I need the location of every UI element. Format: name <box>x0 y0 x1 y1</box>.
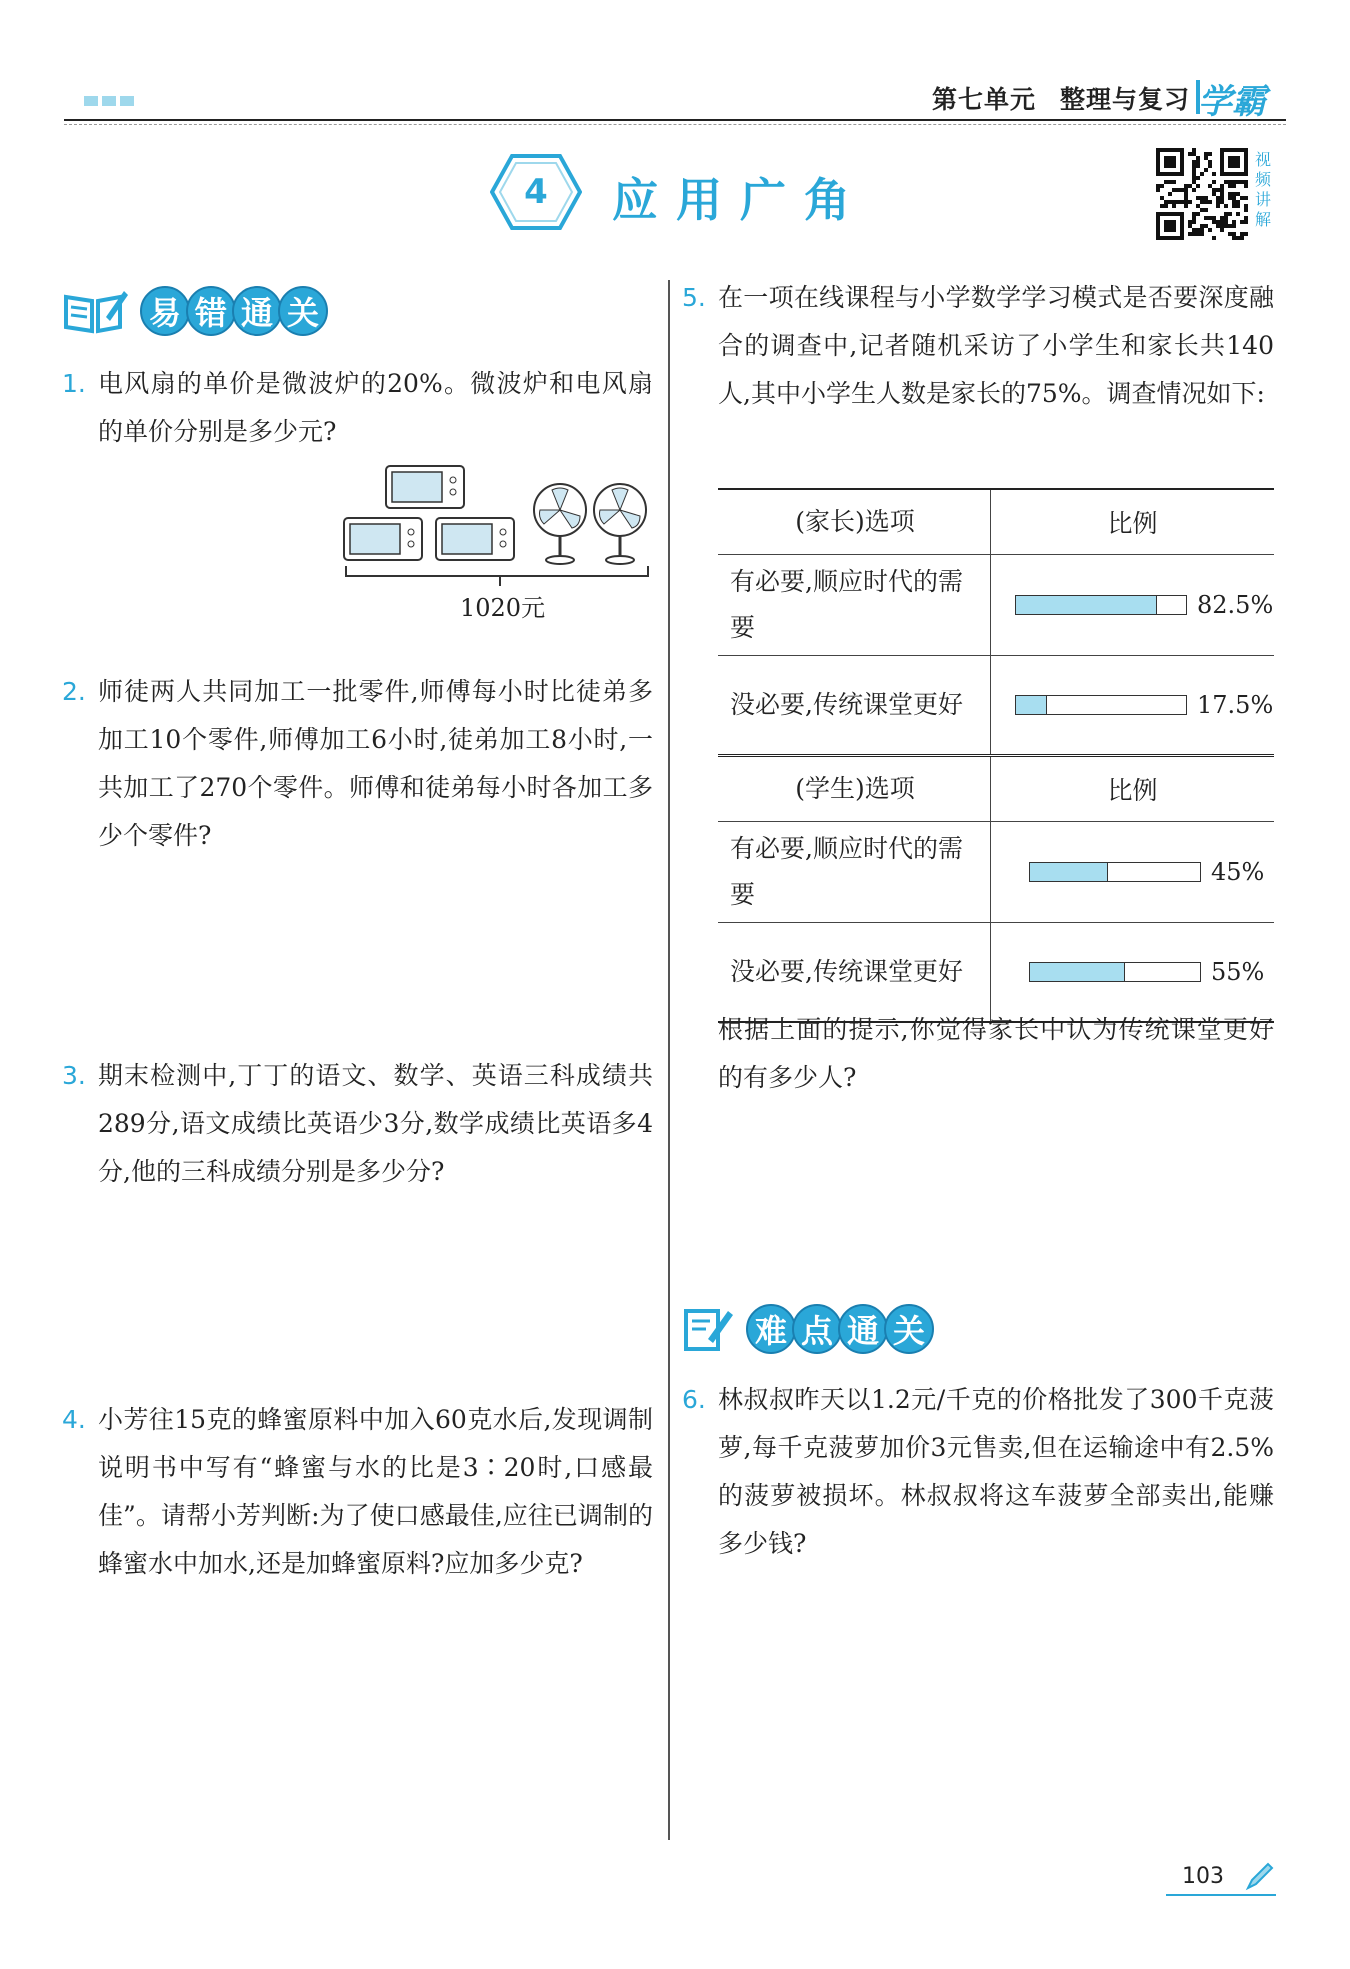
section-title-char: 点 <box>792 1304 842 1354</box>
ratio-bar-fill <box>1030 863 1108 881</box>
question-5 <box>682 274 1274 418</box>
page-title: 应用广角 <box>612 173 868 227</box>
table-header-row <box>718 756 1274 822</box>
table-row <box>718 822 1274 923</box>
section-title-hard <box>746 1304 930 1354</box>
question-6 <box>682 1376 1274 1568</box>
option-cell: 有必要,顺应时代的需要 <box>718 822 991 923</box>
table-row <box>718 656 1274 756</box>
ratio-label: 82.5% <box>1197 591 1274 619</box>
option-cell: 有必要,顺应时代的需要 <box>718 555 991 656</box>
ratio-bar <box>1015 695 1187 715</box>
pencil-icon <box>1244 1862 1274 1892</box>
column-divider <box>668 280 670 1840</box>
ratio-bar <box>1029 862 1201 882</box>
question-text: 林叔叔昨天以1.2元/千克的价格批发了300千克菠萝,每千克菠萝加价3元售卖,但在运输途中有2.5%的菠萝被损坏。林叔叔将这车菠萝全部卖出,能赚多少钱? <box>718 1385 1274 1558</box>
table-header-ratio: 比例 <box>991 756 1275 822</box>
question-5-followup <box>718 1006 1274 1102</box>
notepad-pencil-icon <box>682 1305 734 1353</box>
question-text: 师徒两人共同加工一批零件,师傅每小时比徒弟多加工10个零件,师傅加工6小时,徒弟加工8小时,一共加工了270个零件。师傅和徒弟每小时各加工多少个零件? <box>98 677 653 850</box>
question-number: 6. <box>682 1385 706 1414</box>
section-title-char: 错 <box>186 286 236 336</box>
question-text: 期末检测中,丁丁的语文、数学、英语三科成绩共289分,语文成绩比英语少3分,数学成绩比英语多4分,他的三科成绩分别是多少分? <box>98 1061 653 1186</box>
qr-code-icon[interactable] <box>1156 148 1248 240</box>
question-number: 2. <box>62 677 86 706</box>
question-number: 5. <box>682 283 706 312</box>
section-title-char: 通 <box>838 1304 888 1354</box>
ratio-label: 17.5% <box>1197 691 1274 719</box>
option-cell: 没必要,传统课堂更好 <box>718 656 991 756</box>
question-text: 电风扇的单价是微波炉的20%。微波炉和电风扇的单价分别是多少元? <box>98 369 653 446</box>
section-title-char: 关 <box>884 1304 934 1354</box>
illustration-caption: 1020元 <box>460 594 546 622</box>
section-easy-mistakes <box>62 286 324 336</box>
microwave-icon <box>386 466 464 508</box>
table-header-option: (学生)选项 <box>718 756 991 822</box>
ratio-label: 45% <box>1211 858 1265 886</box>
section-difficult-points <box>682 1304 930 1354</box>
ratio-cell <box>991 822 1275 923</box>
ratio-bar <box>1015 595 1187 615</box>
question-2 <box>62 668 653 860</box>
question-text: 在一项在线课程与小学数学学习模式是否要深度融合的调查中,记者随机采访了小学生和家长共140人,其中小学生人数是家长的75%。调查情况如下: <box>718 283 1274 408</box>
ratio-label: 55% <box>1211 958 1265 986</box>
footer-rule <box>1166 1894 1276 1896</box>
section-title-easy <box>140 286 324 336</box>
section-title-char: 关 <box>278 286 328 336</box>
header-rule-dashed <box>64 124 1286 125</box>
ratio-bar <box>1029 962 1201 982</box>
microwave-icon <box>344 518 422 560</box>
lesson-title <box>490 152 890 232</box>
ratio-bar-fill <box>1016 596 1157 614</box>
section-title-char: 易 <box>140 286 190 336</box>
table-header-ratio: 比例 <box>991 489 1275 555</box>
question-text: 小芳往15克的蜂蜜原料中加入60克水后,发现调制说明书中写有“蜂蜜与水的比是3∶20时,口感最佳”。请帮小芳判断:为了使口感最佳,应往已调制的蜂蜜水中加水,还是加蜂蜜原料?应加多少克? <box>98 1405 653 1578</box>
question-number: 3. <box>62 1061 86 1090</box>
qr-video-label: 视频讲解 <box>1254 150 1271 229</box>
brand-logo: 学霸 <box>1198 82 1266 122</box>
microwave-icon <box>436 518 514 560</box>
ratio-cell <box>991 555 1275 656</box>
table-header-option: (家长)选项 <box>718 489 991 555</box>
section-title-char: 难 <box>746 1304 796 1354</box>
table-header-row <box>718 489 1274 555</box>
survey-table <box>718 488 1274 1023</box>
ratio-bar-fill <box>1016 696 1047 714</box>
header-title <box>932 80 1190 116</box>
question-text: 根据上面的提示,你觉得家长中认为传统课堂更好的有多少人? <box>718 1015 1274 1092</box>
question-number: 1. <box>62 369 86 398</box>
question-number: 4. <box>62 1405 86 1434</box>
topic-label: 整理与复习 <box>1059 85 1190 114</box>
lesson-number: 4 <box>524 172 548 212</box>
ratio-bar-fill <box>1030 963 1125 981</box>
open-book-icon <box>62 287 128 335</box>
question-1 <box>62 360 653 456</box>
question-4 <box>62 1396 653 1588</box>
question-3 <box>62 1052 653 1196</box>
fan-icon <box>534 484 586 564</box>
section-title-char: 通 <box>232 286 282 336</box>
page-number: 103 <box>1182 1864 1224 1889</box>
header-decoration <box>84 96 134 106</box>
ratio-cell <box>991 656 1275 756</box>
fan-icon <box>594 484 646 564</box>
brace-icon <box>346 566 648 586</box>
unit-label: 第七单元 <box>931 85 1036 114</box>
header-rule <box>64 119 1286 121</box>
option-cell: 没必要,传统课堂更好 <box>718 923 991 1023</box>
table-row <box>718 555 1274 656</box>
